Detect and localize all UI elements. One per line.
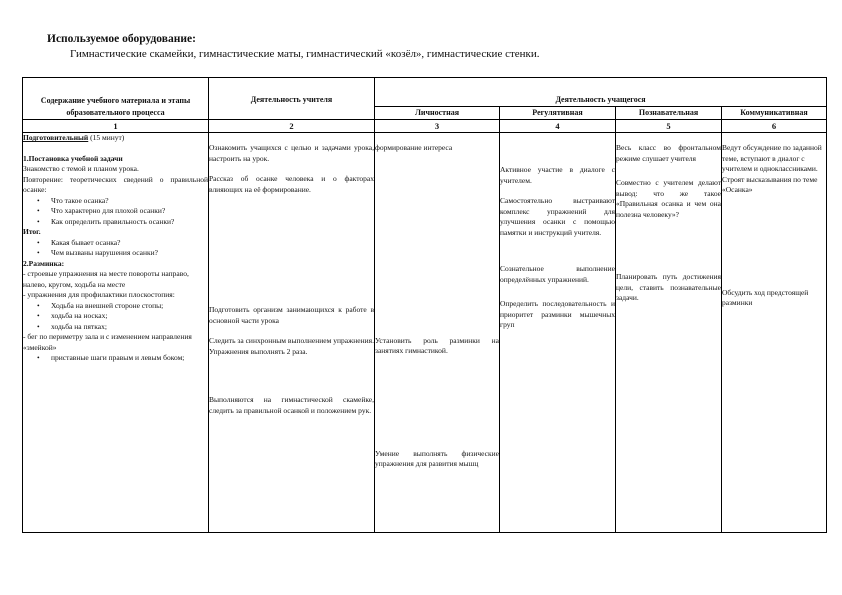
- paragraph: - бег по периметру зала и с изменением направления «змейкой»: [23, 332, 192, 352]
- paragraph: - строевые упражнения на месте повороты направо, налево, кругом, ходьба на месте: [23, 269, 189, 289]
- paragraph: - упражнения для профилактики плоскостопия:: [23, 290, 175, 299]
- paragraph: Совместно с учителем делают вывод: что же такое «Правильная осанка и чем она полезна человеку»?: [616, 178, 721, 219]
- column-number: 3: [375, 120, 500, 133]
- paragraph: Планировать путь достижения цели, ставить познавательные задачи.: [616, 272, 721, 302]
- header-content: Содержание учебного материала и этапы образовательного процесса: [23, 78, 209, 120]
- paragraph: Весь класс во фронтальном режиме слушает учителя: [616, 143, 721, 163]
- list-item: • Что характерно для плохой осанки?: [51, 206, 208, 217]
- equipment-heading: Используемое оборудование:: [47, 33, 196, 45]
- section-title: 2.Разминка:: [23, 258, 65, 268]
- paragraph: Знакомство с темой и планом урока.: [23, 164, 139, 173]
- list-item: • ходьба на пятках;: [51, 322, 208, 333]
- paragraph: Выполняются на гимнастической скамейке, следить за правильной осанкой и положением рук.: [209, 395, 374, 415]
- paragraph: Самостоятельно выстраивают комплекс упражнений для улучшения осанки с помощью памятки и инструкций учителя.: [500, 196, 615, 237]
- column-number: 4: [500, 120, 616, 133]
- paragraph: Ознакомить учащихся с целью и задачами урока, настроить на урок.: [209, 143, 374, 163]
- paragraph: Рассказ об осанке человека и о факторах влияющих на её формирование.: [209, 174, 374, 194]
- paragraph: Активное участие в диалоге с учителем.: [500, 165, 615, 185]
- paragraph: формирование интереса: [375, 143, 453, 152]
- paragraph: Установить роль разминки на занятиях гимнастикой.: [375, 335, 499, 355]
- column-number: 2: [209, 120, 375, 133]
- header-students: Деятельность учащегося: [375, 78, 827, 107]
- list-item: • приставные шаги правым и левым боком;: [51, 353, 208, 364]
- personal-cell: [375, 133, 500, 533]
- summary-label: Итог.: [23, 227, 41, 236]
- paragraph: Умение выполнять физические упражнения для развития мышц: [375, 448, 499, 468]
- stage-name: Подготовительный: [23, 133, 89, 142]
- column-number: 5: [616, 120, 722, 133]
- teacher-cell: [209, 133, 375, 533]
- bullet-list: [23, 301, 208, 333]
- paragraph: Следить за синхронным выполнением упражнения. Упражнения выполнять 2 раза.: [209, 336, 374, 356]
- stage-time: (15 минут): [90, 133, 125, 142]
- header-communicative: Коммуникативная: [722, 107, 827, 120]
- paragraph: Сознательное выполнение определённых упражнений.: [500, 264, 615, 284]
- paragraph: Обсудить ход предстоящей разминки: [722, 287, 809, 307]
- paragraph: Подготовить организм занимающихся к работе в основной части урока: [209, 305, 374, 325]
- column-number: 6: [722, 120, 827, 133]
- content-cell: [23, 133, 209, 533]
- bullet-list: [23, 353, 208, 364]
- list-item: • Какая бывает осанка?: [51, 238, 208, 249]
- header-personal: Личностная: [375, 107, 500, 120]
- header-teacher: Деятельность учителя: [209, 78, 375, 120]
- list-item: • Что такое осанка?: [51, 196, 208, 207]
- list-item: • Ходьба на внешней стороне стопы;: [51, 301, 208, 312]
- communicative-cell: [722, 133, 827, 533]
- list-item: • Как определить правильность осанки?: [51, 217, 208, 228]
- list-item: • Чем вызваны нарушения осанки?: [51, 248, 208, 259]
- paragraph: Определить последовательность и приоритет разминки мышечных груп: [500, 299, 615, 329]
- list-item: • ходьба на носках;: [51, 311, 208, 322]
- header-cognitive: Познавательная: [616, 107, 722, 120]
- header-regulatory: Регулятивная: [500, 107, 616, 120]
- equipment-list: Гимнастические скамейки, гимнастические маты, гимнастический «козёл», гимнастические стенки.: [70, 48, 540, 60]
- bullet-list: [23, 238, 208, 259]
- preparatory-stage-row: [23, 133, 827, 533]
- section-title: 1.Постановка учебной задачи: [23, 153, 123, 163]
- lesson-plan-table: [22, 77, 827, 533]
- column-number-row: [23, 120, 827, 133]
- regulatory-cell: [500, 133, 616, 533]
- paragraph: Повторение: теоретических сведений о правильной осанке:: [23, 174, 208, 194]
- cognitive-cell: [616, 133, 722, 533]
- column-number: 1: [23, 120, 209, 133]
- stage-title: [23, 133, 208, 144]
- bullet-list: [23, 196, 208, 228]
- paragraph: Ведут обсуждение по заданной теме, вступают в диалог с учителем и одноклассниками. Строят высказывания по теме «Осанка»: [722, 143, 822, 194]
